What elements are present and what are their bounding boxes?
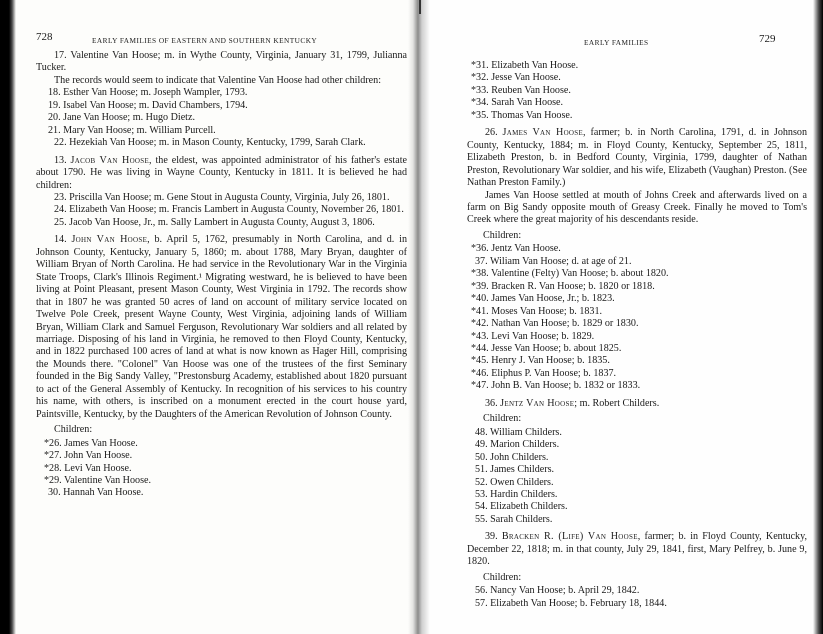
children-heading: Children: xyxy=(483,571,522,583)
child-list-item: 55. Sarah Childers. xyxy=(475,513,553,525)
child-list-item: *47. John B. Van Hoose; b. 1832 or 1833. xyxy=(471,380,641,392)
genealogy-entry xyxy=(467,127,807,189)
genealogy-entry xyxy=(36,234,407,421)
entry-number: 14. xyxy=(54,234,72,246)
genealogy-entry xyxy=(467,398,807,410)
entry-number: 26. xyxy=(485,127,503,139)
child-list-item: *34. Sarah Van Hoose. xyxy=(471,97,564,109)
child-list-item: *44. Jesse Van Hoose; b. about 1825. xyxy=(471,342,622,354)
paragraph: 24. Elizabeth Van Hoose; m. Francis Lambert in Augusta County, November 26, 1801. xyxy=(54,204,404,216)
child-list-item: 56. Nancy Van Hoose; b. April 29, 1842. xyxy=(475,585,640,597)
child-list-item: *41. Moses Van Hoose; b. 1831. xyxy=(471,305,603,317)
entry-number: 36. xyxy=(485,397,501,409)
entry-name: John Van Hoose xyxy=(71,234,148,246)
child-list-item: 57. Elizabeth Van Hoose; b. February 18, 1844. xyxy=(475,597,667,609)
entry-number: 39. xyxy=(485,531,502,543)
child-list-item: *39. Bracken R. Van Hoose; b. 1820 or 1818. xyxy=(471,280,655,292)
paragraph: 23. Priscilla Van Hoose; m. Gene Stout in Augusta County, Virginia, July 26, 1801. xyxy=(54,191,390,203)
child-list-item: *27. John Van Hoose. xyxy=(44,450,133,462)
paragraph: James Van Hoose settled at mouth of Johns Creek and afterwards lived on a farm on Big Sandy opposite mouth of Greasy Creek. Finally he moved to Tom's Creek where the great majority of his descendants reside. xyxy=(467,189,807,226)
child-list-item: 53. Hardin Childers. xyxy=(475,488,558,500)
child-list-item: *45. Henry J. Van Hoose; b. 1835. xyxy=(471,355,610,367)
child-list-item: 20. Jane Van Hoose; m. Hugo Dietz. xyxy=(48,112,195,124)
paragraph: 22. Hezekiah Van Hoose; m. in Mason County, Kentucky, 1799, Sarah Clark. xyxy=(54,137,366,149)
child-list-item: 54. Elizabeth Childers. xyxy=(475,501,568,513)
child-list-item: *42. Nathan Van Hoose; b. 1829 or 1830. xyxy=(471,318,639,330)
child-list-item: 18. Esther Van Hoose; m. Joseph Wampler, 1793. xyxy=(48,87,248,99)
child-list-item: *43. Levi Van Hoose; b. 1829. xyxy=(471,330,595,342)
child-list-item: 30. Hannah Van Hoose. xyxy=(48,487,144,499)
entry-name: James Van Hoose xyxy=(502,127,584,139)
entry-text: , the eldest, was appointed administrator of his father's estate about 1790. He was living in Wayne County, Kentucky in 1811. It is believed he had children: xyxy=(36,154,407,191)
entry-name: Jacob Van Hoose xyxy=(70,154,150,166)
child-list-item: *46. Eliphus P. Van Hoose; b. 1837. xyxy=(471,367,617,379)
entry-text: , farmer; b. in North Carolina, 1791, d. in Johnson County, Kentucky, 1884; m. in Floyd County, Kentucky, September 25, 1811, Elizabeth Preston, b. in Bedford County, Virginia, 1799, daughter of Nathan Preston, Revolutionary War soldier, and his wife, Elizabeth (Vaughan) Preston. (See Nathan Preston Family.) xyxy=(467,127,807,189)
child-list-item: *35. Thomas Van Hoose. xyxy=(471,109,573,121)
entry-text: ; m. Robert Childers. xyxy=(574,397,660,409)
child-list-item: 51. James Childers. xyxy=(475,464,555,476)
paragraph: 25. Jacob Van Hoose, Jr., m. Sally Lambert in Augusta County, August 3, 1806. xyxy=(54,216,375,228)
children-heading: Children: xyxy=(483,413,522,425)
genealogy-entry xyxy=(36,155,407,192)
page-number: 729 xyxy=(759,33,776,45)
page-edge-shadow xyxy=(0,0,16,634)
child-list-item: *26. James Van Hoose. xyxy=(44,437,138,449)
entry-name: Bracken R. (Life) Van Hoose xyxy=(501,531,638,543)
left-page-body xyxy=(36,50,407,500)
child-list-item: 21. Mary Van Hoose; m. William Purcell. xyxy=(48,124,216,136)
child-list-item: *36. Jentz Van Hoose. xyxy=(471,243,561,255)
child-list-item: *38. Valentine (Felty) Van Hoose; b. about 1820. xyxy=(471,268,669,280)
genealogy-entry xyxy=(467,531,807,568)
entry-text: , farmer; b. in Floyd County, Kentucky, December 22, 1818; m. in that county, July 29, 1841, first, Mary Pelfrey, b. June 9, 1820. xyxy=(467,531,808,568)
entry-text: , b. April 5, 1762, presumably in North Carolina, and d. in Johnson County, Kentucky, January 5, 1860; m. about 1788, Mary Bryan, daughter of William Bryan of North Carolina. He had service in the Revolutionary War in the Virginia State Troops, Clark's Illinois Regiment.¹ Migrating westward, he is believed to have been living at Point Pleasant, present Mason County, West Virginia in 1792. The records show that in 1807 he was granted 50 acres of land on account of military service located on Twelve Pole Creek, present Wayne County, West Virginia, adjoining lands of William Bryan, William Clark and Samuel Ferguson, Revolutionary War soldiers and all related by marriage. Disposing of his land in Virginia, he removed to then Floyd County, Kentucky, and in 1822 purchased 100 acres of land at what is now known as Hager Hill, comprising the Mounds there. "Colonel" Van Hoose was one of the trustees of the first Seminary founded in the Big Sandy Valley, "Prestonsburg Academy, established about 1820 pursuant to act of the General Assembly of Kentucky. In recognition of his services to his country his name, with others, is inscribed on a monument erected in the court house yard, Paintsville, Kentucky, by the Daughters of the American Revolution of Johnson County. xyxy=(36,234,407,420)
page-edge-shadow xyxy=(813,0,823,634)
running-head: EARLY FAMILIES xyxy=(584,38,649,47)
child-list-item: 19. Isabel Van Hoose; m. David Chambers, 1794. xyxy=(48,99,248,111)
page-number: 728 xyxy=(36,31,53,43)
child-list-item: 50. John Childers. xyxy=(475,451,549,463)
child-list-item: 48. William Childers. xyxy=(475,426,562,438)
right-page-body xyxy=(467,60,807,610)
entry-name: Jentz Van Hoose xyxy=(500,397,575,409)
child-list-item: 37. Wiliam Van Hoose; d. at age of 21. xyxy=(475,255,632,267)
running-head: EARLY FAMILIES OF EASTERN AND SOUTHERN KENTUCKY xyxy=(92,36,318,45)
child-list-item: 49. Marion Childers. xyxy=(475,439,560,451)
child-list-item: *33. Reuben Van Hoose. xyxy=(471,84,571,96)
paragraph: 17. Valentine Van Hoose; m. in Wythe County, Virginia, January 31, 1799, Julianna Tucker. xyxy=(36,50,407,74)
child-list-item: *28. Levi Van Hoose. xyxy=(44,462,132,474)
entry-number: 13. xyxy=(54,154,71,166)
child-list-item: 52. Owen Childers. xyxy=(475,476,554,488)
children-heading: Children: xyxy=(483,229,522,241)
binding-fold-mark xyxy=(419,0,421,14)
paragraph: The records would seem to indicate that Valentine Van Hoose had other children: xyxy=(54,74,382,86)
right-page xyxy=(418,0,823,634)
children-heading: Children: xyxy=(54,424,93,436)
child-list-item: *32. Jesse Van Hoose. xyxy=(471,72,561,84)
child-list-item: *31. Elizabeth Van Hoose. xyxy=(471,60,579,71)
child-list-item: *29. Valentine Van Hoose. xyxy=(44,474,151,486)
child-list-item: *40. James Van Hoose, Jr.; b. 1823. xyxy=(471,293,615,305)
